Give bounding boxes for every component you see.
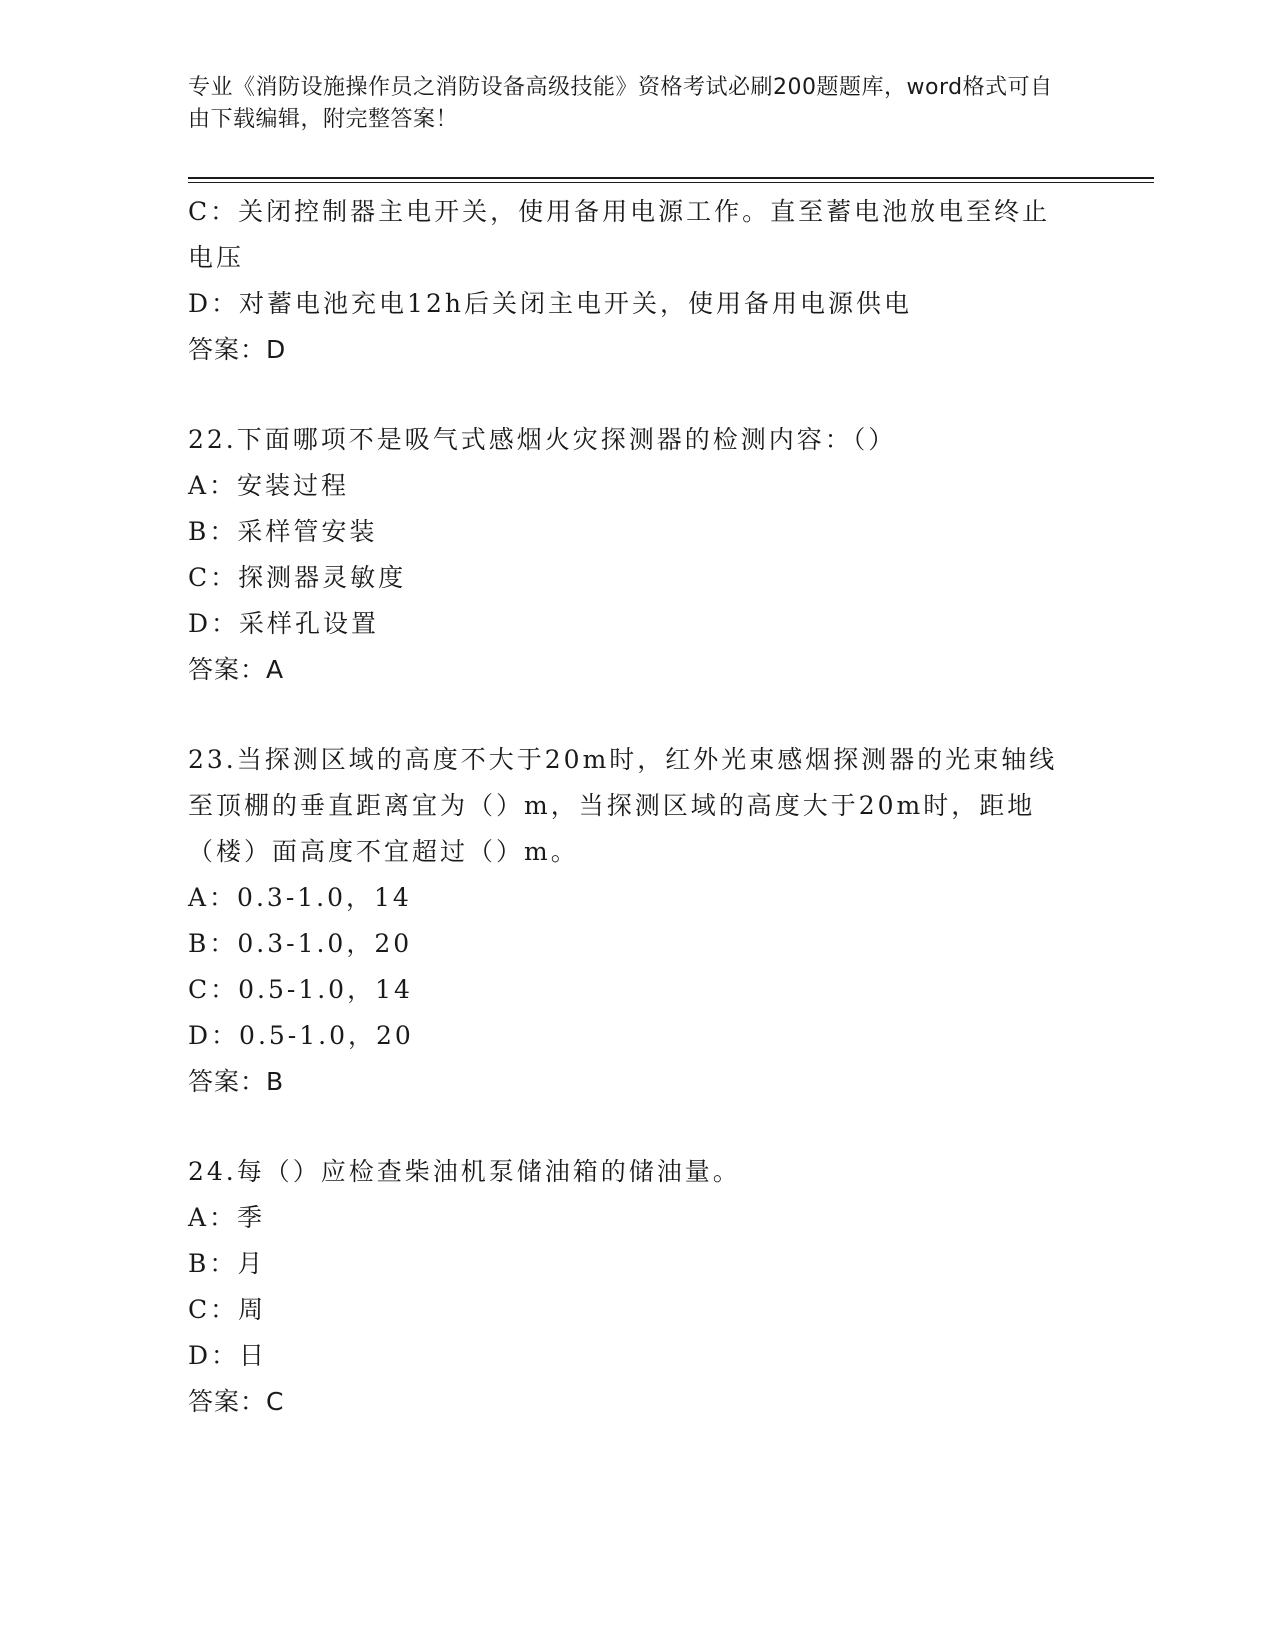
answer-line: 答案：D: [188, 335, 287, 364]
header-divider-thin: [188, 182, 1154, 183]
option-c: C：周: [188, 1295, 267, 1324]
option-a: A：季: [188, 1203, 266, 1232]
continued-question: [188, 189, 1078, 373]
question-stem: 23.当探测区域的高度不大于20m时，红外光束感烟探测器的光束轴线至顶棚的垂直距离宜为（）m，当探测区域的高度大于20m时，距地（楼）面高度不宜超过（）m。: [188, 745, 1058, 866]
option-d: D：采样孔设置: [188, 609, 380, 638]
question-content: [188, 189, 1078, 1425]
header-divider-thick: [188, 177, 1154, 179]
option-d: D：对蓄电池充电12h后关闭主电开关，使用备用电源供电: [188, 289, 912, 318]
answer-line: 答案：B: [188, 1067, 285, 1096]
question-24: [188, 1149, 1078, 1425]
option-c: C：0.5-1.0，14: [188, 975, 413, 1004]
option-d: D：日: [188, 1341, 268, 1370]
answer-line: 答案：A: [188, 655, 285, 684]
question-23: [188, 737, 1078, 1105]
option-b: B：采样管安装: [188, 517, 378, 546]
answer-line: 答案：C: [188, 1387, 285, 1416]
option-a: A：安装过程: [188, 471, 350, 500]
option-c: C：关闭控制器主电开关，使用备用电源工作。直至蓄电池放电至终止电压: [188, 197, 1051, 272]
question-stem: 24.每（）应检查柴油机泵储油箱的储油量。: [188, 1157, 741, 1186]
option-c: C：探测器灵敏度: [188, 563, 407, 592]
option-b: B：月: [188, 1249, 266, 1278]
question-stem: 22.下面哪项不是吸气式感烟火灾探测器的检测内容：（）: [188, 425, 897, 454]
document-header: 专业《消防设施操作员之消防设备高级技能》资格考试必刷200题题库，word格式可自由下载编辑，附完整答案！: [188, 75, 1053, 132]
option-d: D：0.5-1.0，20: [188, 1021, 414, 1050]
question-22: [188, 417, 1078, 693]
option-b: B：0.3-1.0，20: [188, 929, 413, 958]
option-a: A：0.3-1.0，14: [188, 883, 412, 912]
